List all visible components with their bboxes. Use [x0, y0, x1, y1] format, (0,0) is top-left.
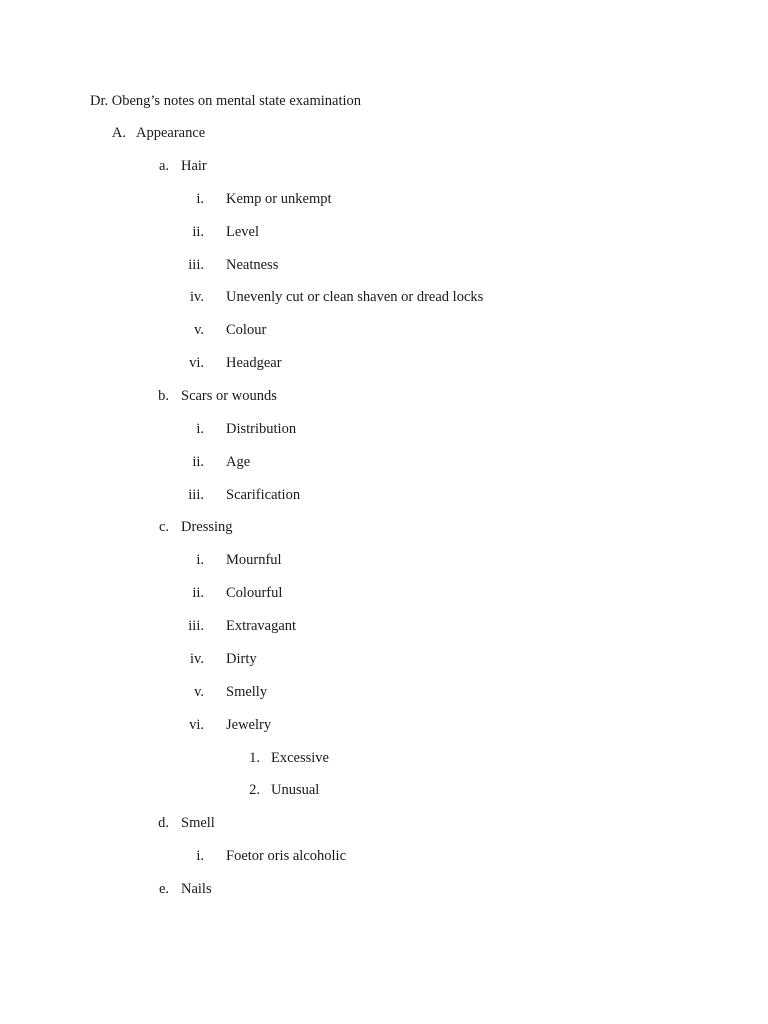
subitem-text: Mournful [226, 552, 282, 568]
item-text: Dressing [181, 519, 233, 535]
heading-text: Appearance [136, 125, 206, 141]
item-text: Scars or wounds [181, 388, 277, 404]
list-marker: v. [194, 322, 204, 338]
list-marker: iv. [190, 651, 204, 667]
list-marker: ii. [192, 224, 204, 240]
list-marker: i. [196, 848, 204, 864]
list-marker: iii. [188, 487, 204, 503]
subitem-text: Scarification [226, 487, 301, 503]
list-marker: e. [158, 881, 169, 897]
subitem-text: Headgear [226, 355, 282, 371]
item-text: Smell [181, 815, 215, 831]
list-marker: d. [158, 815, 169, 831]
subitem-text: Foetor oris alcoholic [226, 848, 347, 864]
subitem-text: Extravagant [226, 618, 297, 634]
subitem-text: Colour [226, 322, 267, 338]
document-title-text: Dr. Obeng’s notes on mental state examination [90, 93, 362, 109]
subitem-text: Dirty [226, 651, 257, 667]
list-marker: A. [111, 125, 126, 141]
document-title [90, 85, 361, 118]
list-marker: v. [194, 684, 204, 700]
list-marker: i. [196, 191, 204, 207]
list-marker: i. [196, 421, 204, 437]
subitem-text: Level [226, 224, 260, 240]
list-marker: i. [196, 552, 204, 568]
subitem-text: Colourful [226, 585, 283, 601]
subitem-text: Age [226, 454, 251, 470]
list-marker: iv. [190, 289, 204, 305]
list-marker: a. [158, 158, 169, 174]
list-marker: ii. [192, 454, 204, 470]
list-marker: iii. [188, 618, 204, 634]
list-marker: ii. [192, 585, 204, 601]
list-marker: c. [158, 519, 169, 535]
item-text: Nails [181, 881, 212, 897]
list-marker: b. [158, 388, 169, 404]
list-marker: vi. [189, 355, 204, 371]
list-marker: 1. [249, 750, 260, 766]
list-marker: 2. [249, 782, 260, 798]
list-marker: iii. [188, 257, 204, 273]
subitem-text: Neatness [226, 257, 279, 273]
subitem-text: Unevenly cut or clean shaven or dread locks [226, 289, 484, 305]
subitem-text: Kemp or unkempt [226, 191, 332, 207]
subitem-text: Jewelry [226, 717, 272, 733]
subitem-text: Distribution [226, 421, 297, 437]
subitem-text: Smelly [226, 684, 268, 700]
item-text: Hair [181, 158, 207, 174]
subsubitem-text: Excessive [271, 750, 329, 766]
subsubitem-text: Unusual [271, 782, 320, 798]
list-marker: vi. [189, 717, 204, 733]
